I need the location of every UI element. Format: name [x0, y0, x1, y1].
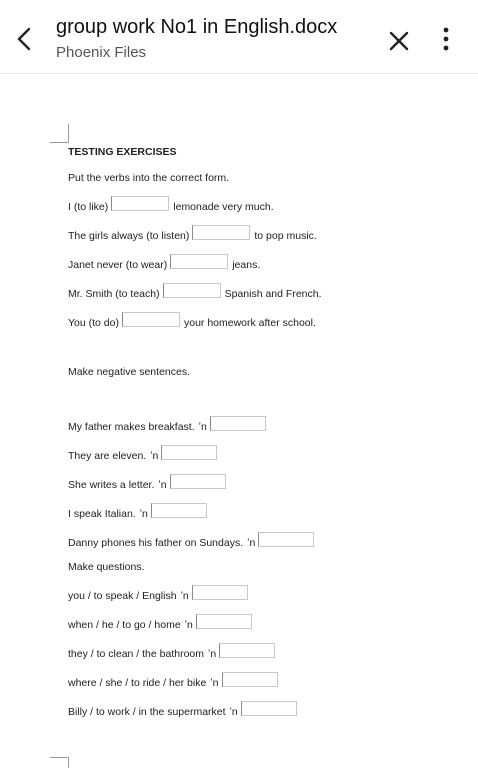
item-prefix: I (to like): [68, 201, 109, 213]
instruction-3: Make questions.: [68, 561, 145, 573]
exercise-item: [68, 705, 301, 719]
chevron-left-icon: [10, 22, 40, 56]
document-heading: TESTING EXERCISES: [68, 146, 177, 158]
item-text: when / he / to go / home: [68, 619, 181, 631]
answer-field[interactable]: [161, 445, 217, 460]
back-button[interactable]: [10, 22, 40, 56]
item-text: they / to clean / the bathroom: [68, 648, 204, 660]
item-mark: ʼn: [158, 479, 167, 491]
answer-field[interactable]: [258, 532, 314, 547]
item-suffix: to pop music.: [254, 230, 317, 242]
answer-field[interactable]: [192, 225, 250, 240]
close-button[interactable]: [384, 26, 414, 56]
answer-field[interactable]: [210, 416, 266, 431]
item-text: where / she / to ride / her bike: [68, 677, 207, 689]
page-corner-mark: [50, 124, 69, 143]
item-text: I speak Italian.: [68, 508, 136, 520]
item-suffix: lemonade very much.: [173, 201, 274, 213]
answer-field[interactable]: [170, 254, 228, 269]
answer-field[interactable]: [151, 503, 207, 518]
exercise-item: [68, 229, 317, 243]
exercise-item: [68, 258, 260, 272]
item-suffix: jeans.: [232, 259, 261, 271]
item-prefix: You (to do): [68, 317, 119, 329]
exercise-item: [68, 618, 256, 632]
item-text: Danny phones his father on Sundays.: [68, 537, 244, 549]
exercise-item: [68, 316, 316, 330]
close-icon: [384, 26, 414, 56]
answer-field[interactable]: [122, 312, 180, 327]
instruction-1: Put the verbs into the correct form.: [68, 172, 230, 184]
exercise-item: [68, 647, 279, 661]
answer-field[interactable]: [222, 672, 278, 687]
item-text: They are eleven.: [68, 450, 147, 462]
answer-field[interactable]: [163, 283, 221, 298]
instruction-2: Make negative sentences.: [68, 366, 190, 378]
item-mark: ʼn: [180, 590, 189, 602]
answer-field[interactable]: [192, 585, 248, 600]
exercise-item: [68, 536, 318, 550]
exercise-item: [68, 200, 274, 214]
item-mark: ʼn: [184, 619, 193, 631]
item-suffix: Spanish and French.: [224, 288, 322, 300]
exercise-item: [68, 676, 282, 690]
answer-field[interactable]: [241, 701, 297, 716]
answer-field[interactable]: [196, 614, 252, 629]
item-prefix: Janet never (to wear): [68, 259, 168, 271]
item-mark: ʼn: [210, 677, 219, 689]
document-page[interactable]: [0, 74, 478, 768]
item-text: My father makes breakfast.: [68, 421, 195, 433]
answer-field[interactable]: [111, 196, 169, 211]
item-mark: ʼn: [247, 537, 256, 549]
app-bar: [0, 0, 478, 74]
more-options-button[interactable]: [434, 24, 458, 54]
page-corner-mark: [50, 757, 69, 768]
item-prefix: Mr. Smith (to teach): [68, 288, 160, 300]
item-mark: ʼn: [150, 450, 159, 462]
exercise-item: [68, 287, 322, 301]
exercise-item: [68, 507, 211, 521]
item-mark: ʼn: [229, 706, 238, 718]
item-text: She writes a letter.: [68, 479, 155, 491]
item-suffix: your homework after school.: [183, 317, 316, 329]
more-vert-icon: [434, 24, 458, 54]
item-mark: ʼn: [208, 648, 217, 660]
item-text: Billy / to work / in the supermarket: [68, 706, 226, 718]
document-title: group work No1 in English.docx: [56, 16, 338, 38]
item-mark: ʼn: [198, 421, 207, 433]
exercise-item: [68, 478, 230, 492]
answer-field[interactable]: [170, 474, 226, 489]
app-name: Phoenix Files: [56, 44, 147, 61]
item-prefix: The girls always (to listen): [68, 230, 190, 242]
item-text: you / to speak / English: [68, 590, 177, 602]
exercise-item: [68, 589, 252, 603]
exercise-item: [68, 420, 270, 434]
exercise-item: [68, 449, 221, 463]
answer-field[interactable]: [219, 643, 275, 658]
item-mark: ʼn: [139, 508, 148, 520]
